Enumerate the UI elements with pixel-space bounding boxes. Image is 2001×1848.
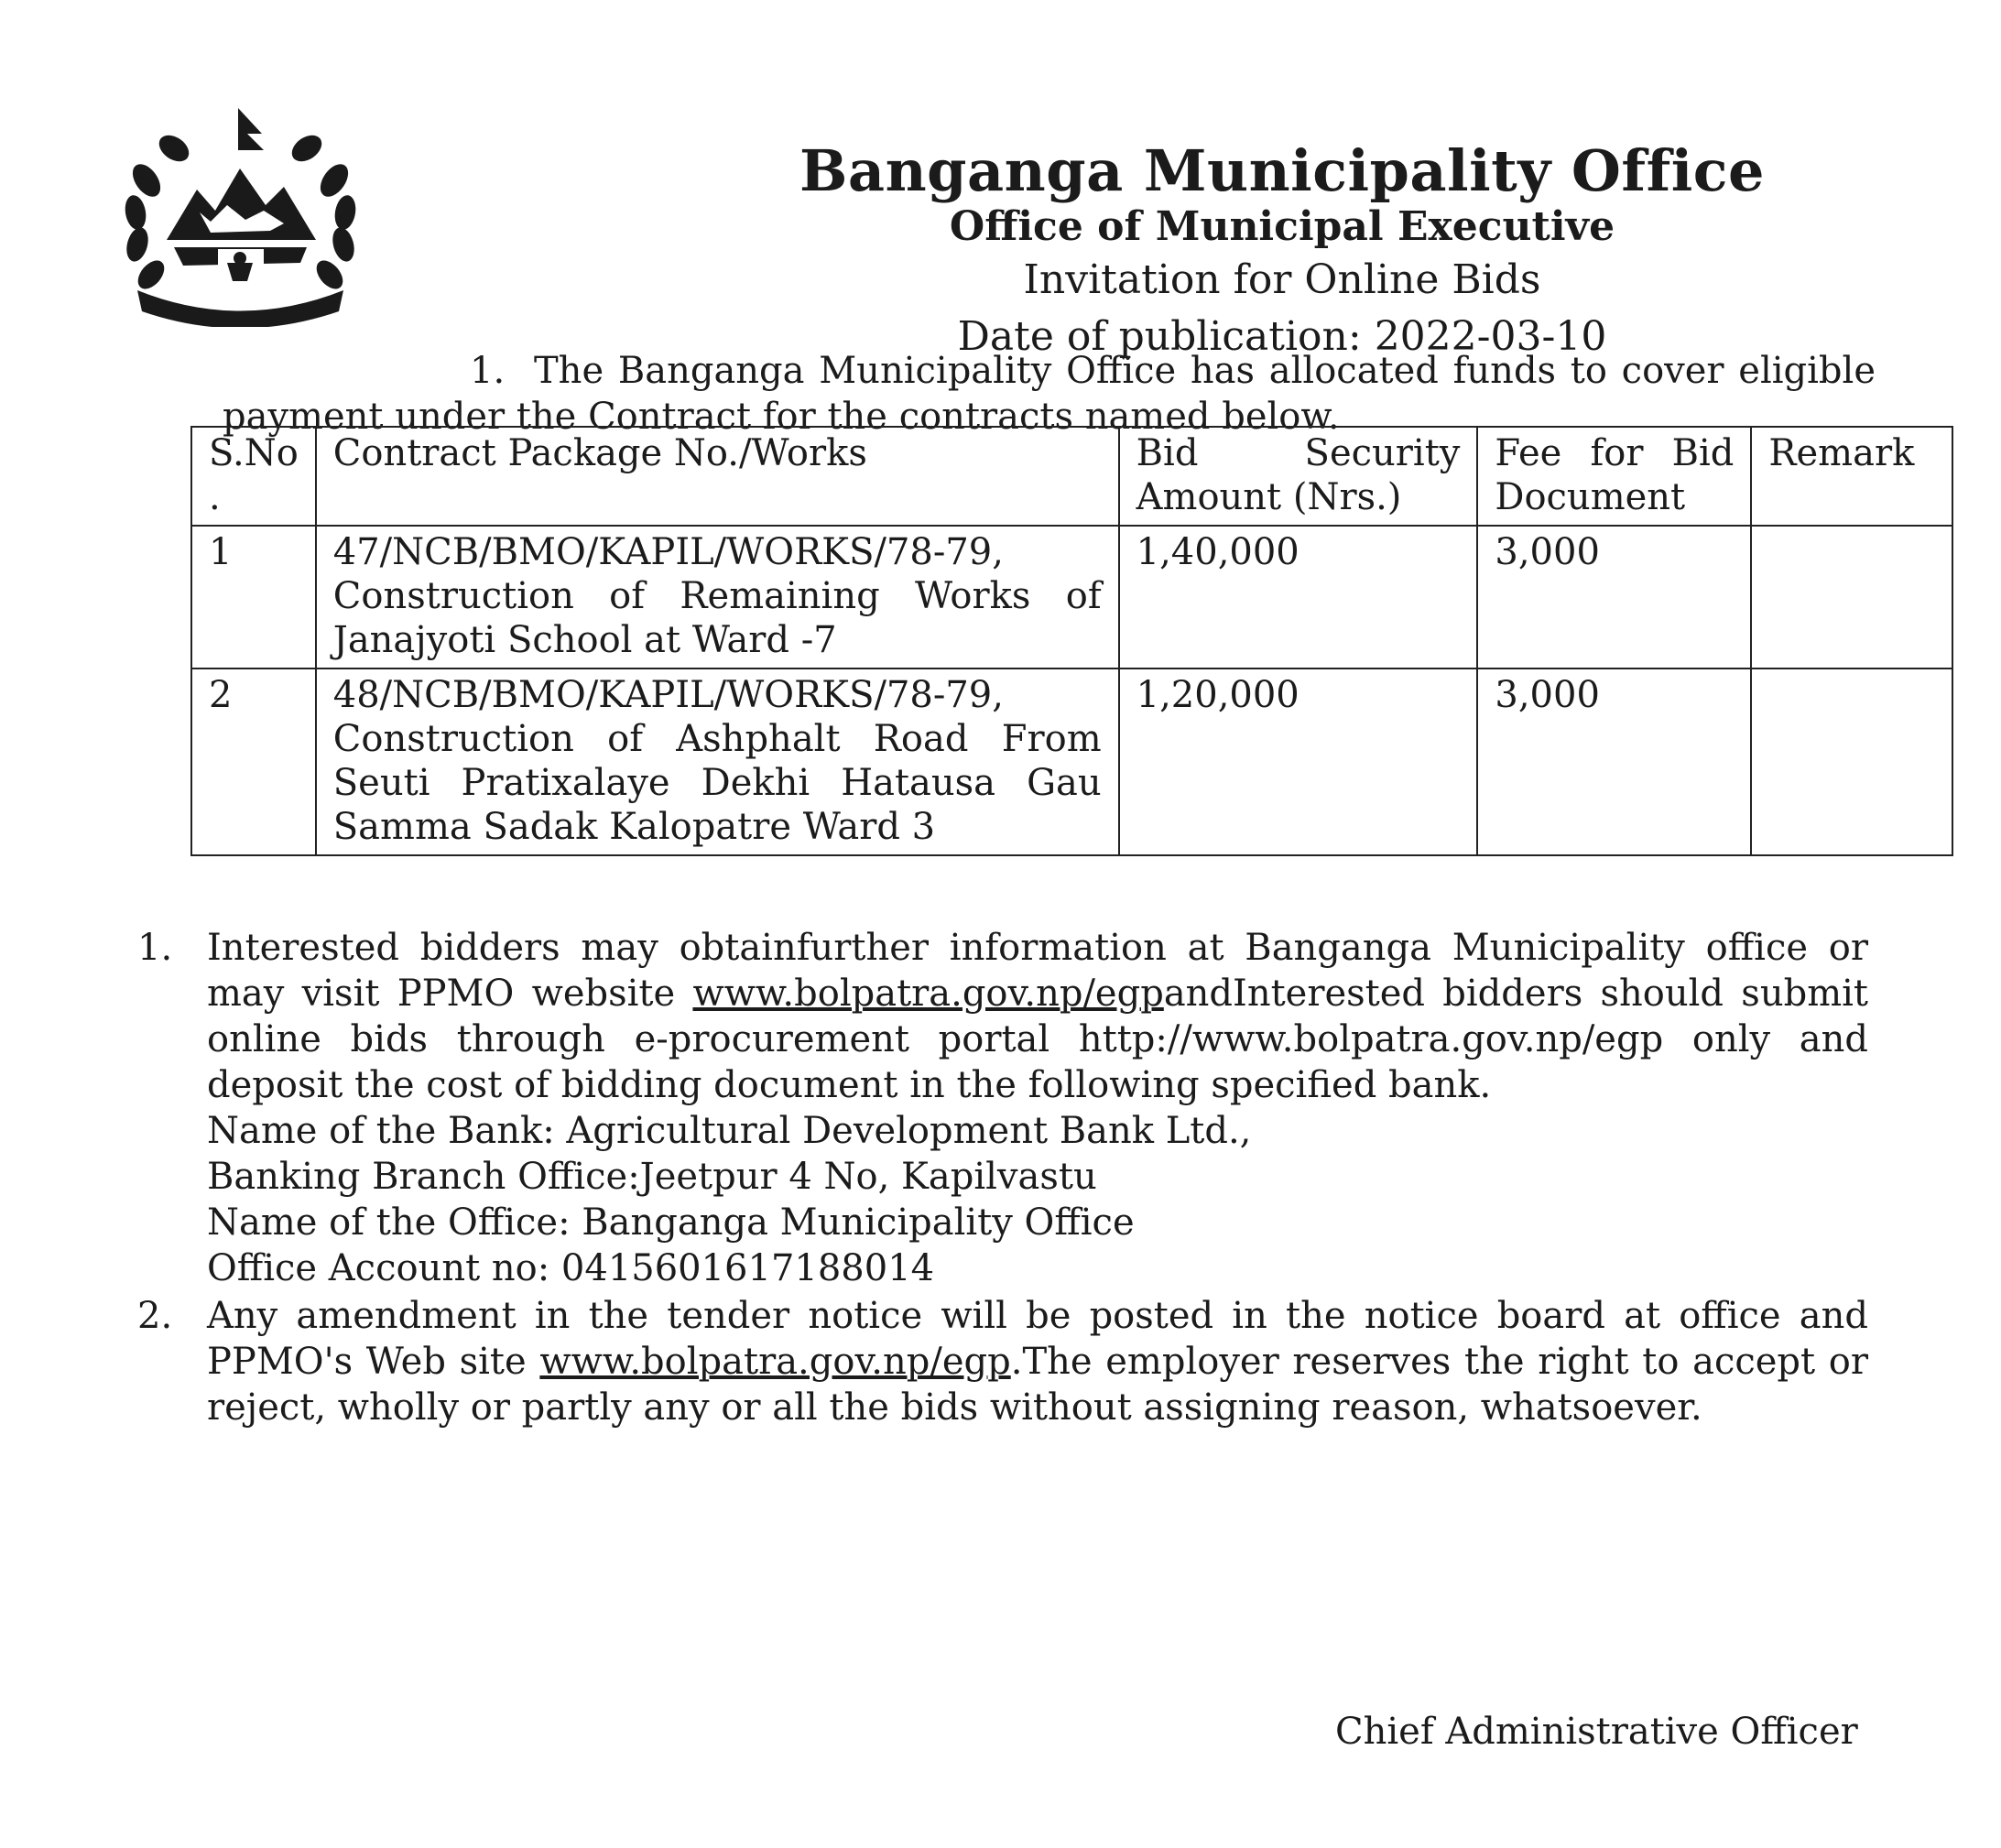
note-text: andInterested bidders should submit online bids through e-procurement portal http://www.bolpatra.gov.np/egp only and deposit the cost of bidding document in the following specified bank. [207,973,1868,1106]
cell-works [316,526,1119,669]
nepal-government-emblem-icon [110,103,371,327]
cell-remark [1751,526,1952,669]
publication-date: 2022-03-10 [1374,313,1607,360]
notice-type: Invitation for Online Bids [1023,256,1541,303]
cell-works-description: Construction of Remaining Works of Janajyoti School at Ward -7 [332,575,1102,661]
bank-name: Name of the Bank: Agricultural Development Bank Ltd., [207,1110,1252,1152]
note-body [207,925,1868,1291]
header-sno: S.No . [191,427,316,526]
header-remark: Remark [1751,427,1952,526]
page-title: Banganga Municipality Office [799,137,1765,204]
bank-branch: Banking Branch Office:Jeetpur 4 No, Kapilvastu [207,1156,1097,1198]
notes-list [137,925,1868,1432]
header-bid-security: Bid Security Amount (Nrs.) [1119,427,1478,526]
table-header-row [191,427,1952,526]
signature-title: Chief Administrative Officer [1335,1711,1858,1753]
intro-text: The Banganga Municipality Office has allocated funds to cover eligible payment under the Contract for the contracts named below. [223,350,1876,438]
contracts-table [190,426,1953,856]
cell-bid-security: 1,40,000 [1119,526,1478,669]
cell-sno: 1 [191,526,316,669]
cell-remark [1751,669,1952,855]
cell-sno: 2 [191,669,316,855]
table-row [191,669,1952,855]
office-name: Name of the Office: Banganga Municipality Office [207,1201,1135,1244]
publication-label: Date of publication: [957,313,1375,360]
note-text: Interested bidders may obtainfurther information at Banganga Municipality office or may visit PPMO website [207,927,1868,1015]
header-works: Contract Package No./Works [316,427,1119,526]
cell-fee: 3,000 [1477,669,1751,855]
note-text: .The employer reserves the right to accept or reject, wholly or partly any or all the bids without assigning reason, whatsoever. [207,1341,1868,1429]
header-fee: Fee for Bid Document [1477,427,1751,526]
note-number: 1. [137,927,173,969]
office-subtitle: Office of Municipal Executive [949,203,1615,250]
cell-bid-security: 1,20,000 [1119,669,1478,855]
list-item [137,1293,1868,1430]
note-body [207,1293,1868,1430]
cell-package-no: 48/NCB/BMO/KAPIL/WORKS/78-79, [332,674,1004,716]
cell-works-description: Construction of Ashphalt Road From Seuti Pratixalaye Dekhi Hatausa Gau Samma Sadak Kalopatre Ward 3 [332,718,1102,848]
cell-fee: 3,000 [1477,526,1751,669]
note-number: 2. [137,1295,173,1337]
cell-package-no: 47/NCB/BMO/KAPIL/WORKS/78-79, [332,531,1004,573]
note-text: Any amendment in the tender notice will be posted in the notice board at office and PPMO's Web site [207,1295,1868,1383]
office-account: Office Account no: 0415601617188014 [207,1247,935,1289]
cell-works [316,669,1119,855]
note-paragraph [207,925,1868,1108]
ppmo-link[interactable]: www.bolpatra.gov.np/egp [692,973,1164,1015]
ppmo-link[interactable]: www.bolpatra.gov.np/egp [539,1341,1011,1383]
table-row [191,526,1952,669]
list-item [137,925,1868,1291]
intro-number: 1. [470,350,506,392]
